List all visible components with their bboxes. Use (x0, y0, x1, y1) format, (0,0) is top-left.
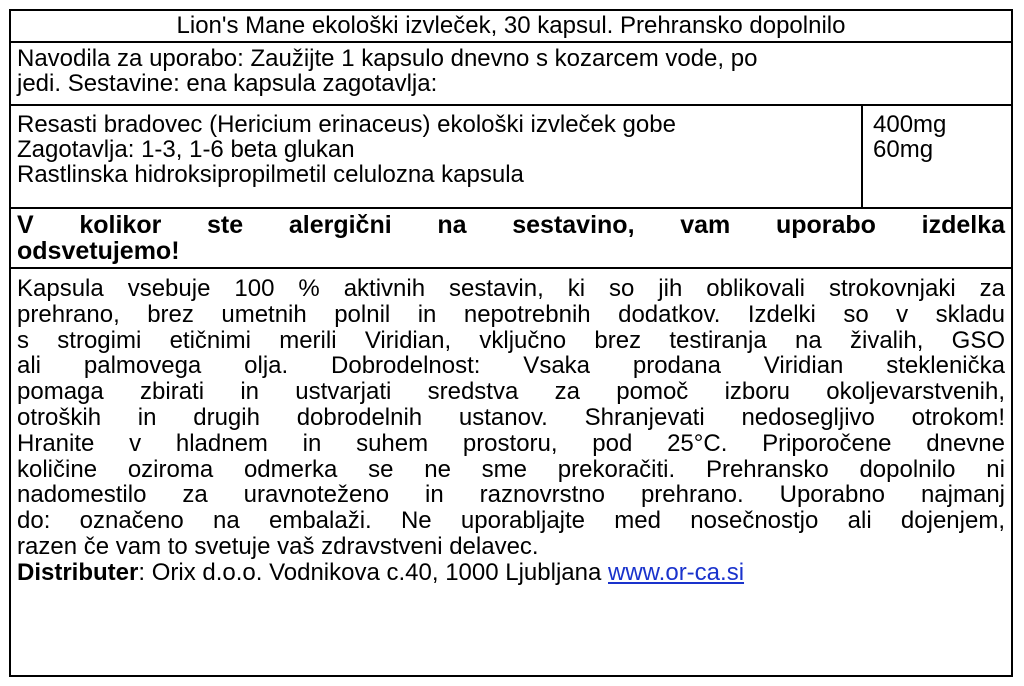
title-row (11, 11, 1011, 43)
instructions-row (11, 43, 1011, 106)
warning-line: V kolikor ste alergični na sestavino, vam uporabo izdelka (17, 211, 1005, 239)
website-link[interactable]: www.or-ca.si (608, 558, 745, 586)
description-line: Hranite v hladnem in suhem prostoru, pod 25°C. Priporočene dnevne (17, 429, 1005, 457)
ingredients-table (11, 106, 1011, 209)
distributor-label: Distributer (17, 558, 139, 586)
ingredient-name: Zagotavlja: 1-3, 1-6 beta glukan (17, 136, 355, 163)
allergy-warning (11, 209, 1011, 269)
description-line: pomaga zbirati in ustvarjati sredstva za pomoč izboru okoljevarstvenih, (17, 378, 1005, 406)
ingredient-name: Resasti bradovec (Hericium erinaceus) ekološki izvleček gobe (17, 111, 676, 138)
ingredient-amount: 400mg (873, 111, 947, 138)
description-line: do: označeno na embalaži. Ne uporabljajte med nosečnostjo ali dojenjem, (17, 507, 1005, 535)
description-block (11, 269, 1011, 675)
distributor-address: : Orix d.o.o. Vodnikova c.40, 1000 Ljubljana (138, 558, 608, 586)
ingredient-amount: 60mg (873, 136, 934, 163)
description-line: s strogimi etičnimi merili Viridian, vključno brez testiranja na živalih, GSO (17, 326, 1005, 354)
distributor-line (17, 560, 1005, 586)
description-line: količine oziroma odmerka se ne sme prekoračiti. Prehransko dopolnilo ni (17, 455, 1005, 483)
product-title: Lion's Mane ekološki izvleček, 30 kapsul. Prehransko dopolnilo (176, 12, 846, 39)
description-line: Kapsula vsebuje 100 % aktivnih sestavin, ki so jih oblikovali strokovnjaki za (17, 275, 1005, 302)
description-line: otroških in drugih dobrodelnih ustanov. Shranjevati nedosegljivo otrokom! (17, 403, 1005, 431)
column-divider (861, 106, 863, 207)
description-line: nadomestilo za uravnoteženo in raznovrstno prehrano. Uporabno najmanj (17, 481, 1005, 509)
warning-line: odsvetujemo! (17, 237, 180, 265)
product-label (9, 9, 1013, 677)
instructions-line: jedi. Sestavine: ena kapsula zagotavlja: (17, 70, 438, 97)
ingredient-name: Rastlinska hidroksipropilmetil celulozna kapsula (17, 161, 524, 188)
description-line: prehrano, brez umetnih polnil in nepotrebnih dodatkov. Izdelki so v skladu (17, 300, 1005, 328)
ingredient-amounts (873, 112, 946, 162)
ingredient-names (17, 112, 676, 187)
description-line: razen če vam to svetuje vaš zdravstveni delavec. (17, 532, 539, 560)
instructions-line: Navodila za uporabo: Zaužijte 1 kapsulo dnevno s kozarcem vode, po (17, 45, 758, 72)
description-line: ali palmovega olja. Dobrodelnost: Vsaka prodana Viridian steklenička (17, 352, 1005, 380)
